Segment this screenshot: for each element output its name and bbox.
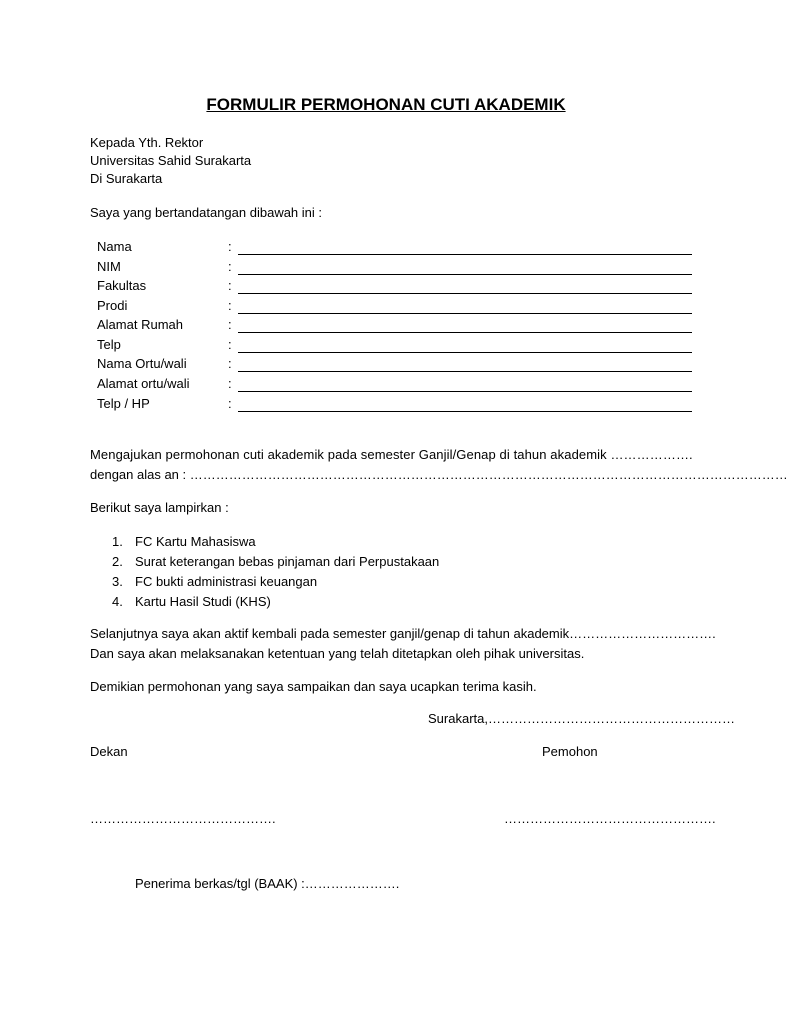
attachments-intro: Berikut saya lampirkan :: [90, 500, 229, 515]
field-colon: :: [228, 396, 232, 411]
place-date: Surakarta,…………………………………………………: [428, 711, 735, 726]
field-telp-hp: [97, 396, 692, 415]
list-item: [112, 572, 439, 592]
recipient-line-2: Universitas Sahid Surakarta: [90, 153, 252, 168]
field-blank-line[interactable]: [238, 411, 692, 412]
list-number: 2.: [112, 554, 123, 569]
field-blank-line[interactable]: [238, 391, 692, 392]
form-title: FORMULIR PERMOHONAN CUTI AKADEMIK: [206, 95, 566, 114]
field-label: Prodi: [97, 298, 128, 313]
list-item: [112, 592, 439, 612]
field-blank-line[interactable]: [238, 332, 692, 333]
field-colon: :: [228, 298, 232, 313]
field-colon: :: [228, 239, 232, 254]
field-blank-line[interactable]: [238, 254, 692, 255]
field-colon: :: [228, 259, 232, 274]
field-nim: [97, 259, 692, 278]
field-label: Alamat Rumah: [97, 317, 183, 332]
request-line-1: Mengajukan permohonan cuti akademik pada semester Ganjil/Genap di tahun akademik ……………….: [90, 447, 693, 462]
field-blank-line[interactable]: [238, 274, 692, 275]
field-colon: :: [228, 337, 232, 352]
field-telp: [97, 337, 692, 356]
field-label: Alamat ortu/wali: [97, 376, 190, 391]
request-line-2: dengan alas an : …………………………………………………………………………………………………………………………: [90, 467, 788, 482]
signature-right-line: ………………………………………….: [504, 811, 716, 826]
receiver-line: Penerima berkas/tgl (BAAK) :………………….: [135, 876, 400, 891]
recipient-line-1: Kepada Yth. Rektor: [90, 135, 204, 150]
signature-right-title: Pemohon: [542, 744, 598, 759]
signature-left-title: Dekan: [90, 744, 128, 759]
field-nama: [97, 239, 692, 258]
field-alamat-ortu: [97, 376, 692, 395]
list-number: 1.: [112, 534, 123, 549]
field-alamat-rumah: [97, 317, 692, 336]
field-label: Telp: [97, 337, 121, 352]
list-text: Surat keterangan bebas pinjaman dari Perpustakaan: [135, 554, 440, 569]
field-blank-line[interactable]: [238, 352, 692, 353]
closing-text: Demikian permohonan yang saya sampaikan dan saya ucapkan terima kasih.: [90, 679, 537, 694]
attachments-list: [90, 532, 439, 612]
list-number: 4.: [112, 594, 123, 609]
field-colon: :: [228, 376, 232, 391]
field-colon: :: [228, 278, 232, 293]
list-text: Kartu Hasil Studi (KHS): [135, 594, 271, 609]
field-blank-line[interactable]: [238, 313, 692, 314]
field-label: Nama: [97, 239, 132, 254]
intro-text: Saya yang bertandatangan dibawah ini :: [90, 205, 323, 220]
list-item: [112, 532, 439, 552]
field-label: Fakultas: [97, 278, 147, 293]
field-label: Nama Ortu/wali: [97, 356, 187, 371]
recipient-block: [90, 134, 251, 188]
field-blank-line[interactable]: [238, 293, 692, 294]
signature-left-line: …………………………………….: [90, 811, 276, 826]
field-blank-line[interactable]: [238, 371, 692, 372]
recipient-line-3: Di Surakarta: [90, 171, 163, 186]
list-text: FC bukti administrasi keuangan: [135, 574, 318, 589]
field-label: Telp / HP: [97, 396, 150, 411]
field-prodi: [97, 298, 692, 317]
list-text: FC Kartu Mahasiswa: [135, 534, 256, 549]
list-item: [112, 552, 440, 572]
field-colon: :: [228, 356, 232, 371]
continuation-line-2: Dan saya akan melaksanakan ketentuan yang telah ditetapkan oleh pihak universitas.: [90, 646, 585, 661]
field-fakultas: [97, 278, 692, 297]
field-nama-ortu: [97, 356, 692, 375]
continuation-line-1: Selanjutnya saya akan aktif kembali pada semester ganjil/genap di tahun akademik…………………………….: [90, 626, 716, 641]
list-number: 3.: [112, 574, 123, 589]
field-label: NIM: [97, 259, 121, 274]
field-colon: :: [228, 317, 232, 332]
